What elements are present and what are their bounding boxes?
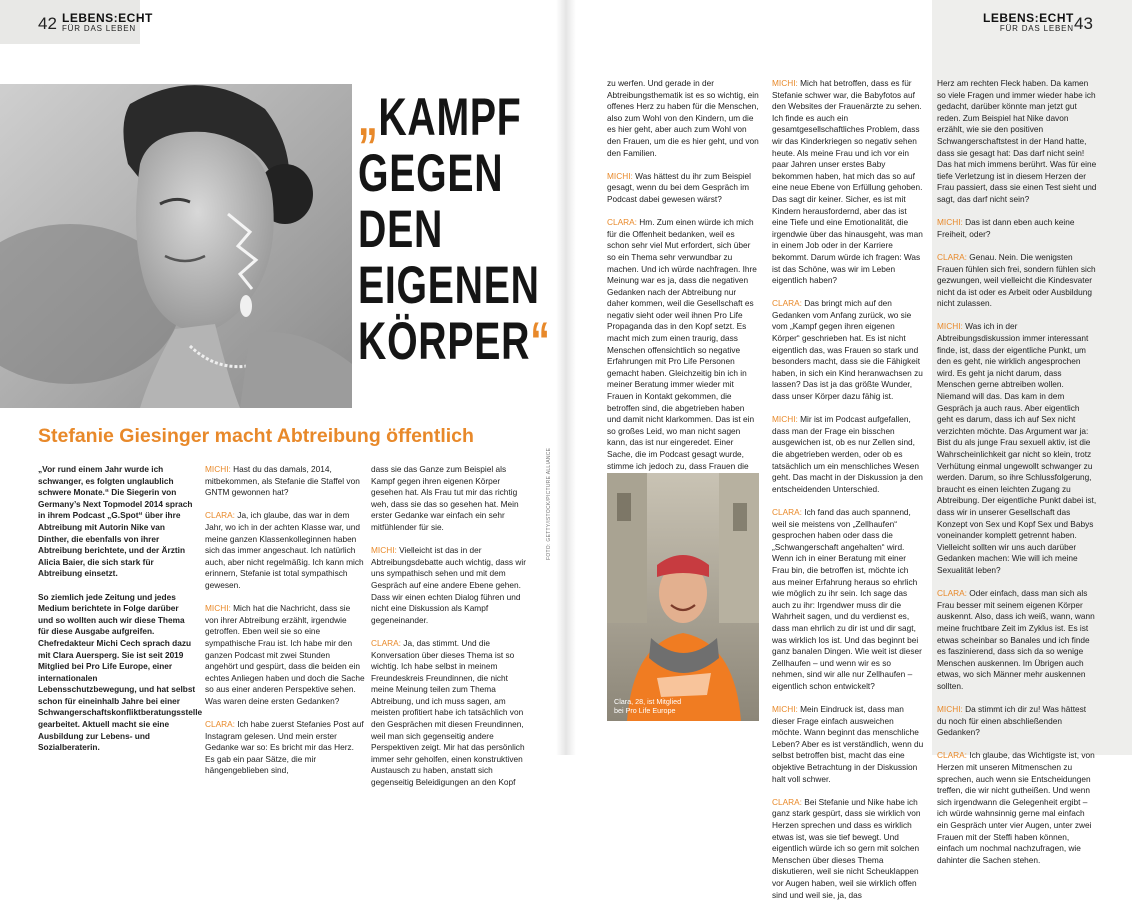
paragraph-text: Herz am rechten Fleck haben. Da kamen so viele Fragen und immer wieder habe ich gedacht, darüber könnte man jetzt gut reden. Zum Beispiel hat Nike davon erzählt, wie sie den positiven Schwangerschaftstest in der Hand hatte, dass sie gesagt hat: Das darf nicht sein! Das hat mich immens berührt. Was für eine tiefe Verletzung ist in diesem Herzen der Frau passiert, dass sie einen Test sieht und sagt, das darf nicht sein?	[937, 78, 1097, 204]
brand-tagline: FÜR DAS LEBEN	[999, 24, 1074, 33]
article-paragraph	[205, 603, 365, 707]
caption-line-1: Clara, 28, ist Mitglied	[614, 697, 682, 706]
paragraph-text: Vielleicht ist das in der Abtreibungsdebatte auch wichtig, dass wir uns sympathisch sehen und mit dem Gespräch auf eine andere Ebene gehen. Dass wir einen echten Dialog führen und nicht eine Diskussion als Kampf gegeneinander.	[371, 545, 526, 625]
quote-open: „	[358, 88, 379, 147]
speaker-label: CLARA:	[371, 637, 401, 648]
headline	[358, 90, 551, 370]
speaker-label: CLARA:	[937, 750, 967, 761]
article-paragraph	[205, 510, 365, 591]
article-paragraph	[205, 719, 365, 777]
paragraph-text: Ich glaube, das Wichtigste ist, von Herzen mit unseren Mitmenschen zu sprechen, auch wenn sie Entscheidungen treffen, die wir nicht gutheißen. Und wenn sich irgendwann die Gelegenheit ergibt – ich würde wahnsinnig gerne mal einfach ein Gespräch unter vier Augen, unter zwei Frauen mit der Steffi haben können, einfach um nochmal nachzufragen, wie dahinter die Sachen stehen.	[937, 750, 1095, 865]
headline-line-1: KAMPF	[378, 88, 522, 147]
speaker-label: MICHI:	[371, 545, 397, 556]
paragraph-text: Da stimmt ich dir zu! Was hättest du noch für einen abschließenden Gedanken?	[937, 704, 1087, 738]
paragraph-text: Oder einfach, dass man sich als Frau besser mit seinem eigenen Körper auskennt. Also, dass ich weiß, wann, wann meine fruchtbare Zeit im Zyklus ist. Es ist etwas scheinbar so Banales und ich finde es faszinierend, dass sich da so wenige Menschen auskennen. Im Übrigen auch etwas, wo sich Männer mehr auskennen sollten.	[937, 588, 1095, 691]
paragraph-text: zu werfen. Und gerade in der Abtreibungsthematik ist es so wichtig, ein offenes Herz zu haben für die Menschen, also zum Wohl von den Kindern, um die es hier geht, aber auch zum Wohl von den Frauen, um die es hier geht, und von den Familien.	[607, 78, 759, 158]
paragraph-text: Was ich in der Abtreibungsdiskussion immer interessant finde, ist, dass der eigentliche Punkt, um den es geht, nie wirklich angesprochen wird. Es geht ja nicht darum, dass Menschen gerne abtreiben wollen. Niemand will das. Das kam in dem Gespräch ja auch raus. Aber eigentlich geht es darum, dass ich auf Sex nicht verzichten möchte. Das Argument war ja: Bist du als junge Frau sexuell aktiv, ist die Wahrscheinlichkeit gar nicht so klein, trotz Verhütung einmal ungewollt schwanger zu werden. Darum, so ihre Schlussfolgerung, braucht es einen leichten Zugang zu Abtreibung. Der eigentliche Punkt dabei ist, dass wir in unserer Gesellschaft das Konzept von Sex und Kopf Sex und Babys voneinander komplett getrennt haben. Vielleicht sollten wir uns auch darüber Gedanken machen: Wie will ich meine Sexualität leben?	[937, 321, 1097, 575]
brand-logo-right	[983, 12, 1074, 33]
paragraph-text: Das bringt mich auf den Gedanken vom Anfang zurück, wo sie vom „Kampf gegen ihren eigenen Körper“ geschrieben hat. Es ist nicht eigentlich das, was Frauen so stark und besonders macht, dass sie die Fähigkeit haben, in sich ein Kind heranwachsen zu lassen? Das ist ja das größte Wunder, dass unser Körper dazu fähig ist.	[772, 298, 923, 402]
article-paragraph	[772, 298, 924, 402]
article-column-1	[205, 464, 365, 789]
paragraph-text: Was hättest du ihr zum Beispiel gesagt, wenn du bei dem Gespräch im Podcast dabei gewesen wärst?	[607, 170, 752, 204]
article-paragraph	[772, 78, 924, 287]
article-column-2	[371, 464, 531, 800]
paragraph-text: Das ist dann eben auch keine Freiheit, oder?	[937, 217, 1075, 239]
page-number-right: 43	[1074, 14, 1093, 33]
speaker-label: MICHI:	[772, 704, 798, 715]
article-paragraph	[937, 588, 1097, 692]
brand-tagline: FÜR DAS LEBEN	[62, 24, 136, 33]
speaker-label: CLARA:	[937, 588, 967, 599]
speaker-label: MICHI:	[772, 78, 798, 88]
article-paragraph	[937, 321, 1097, 576]
speaker-label: CLARA:	[205, 510, 235, 521]
speaker-label: CLARA:	[607, 217, 637, 228]
paragraph-text: Hm. Zum einen würde ich mich für die Offenheit bedanken, weil es schon sehr viel Mut erfordert, sich über so ein Thema sehr verwundbar zu machen. Und ich würde nachfragen. Ihre Meinung war es ja, dass die negativen Gedanken nach der Abtreibung nur daher kommen, weil die Gesellschaft es negativ sieht oder weil ihnen Pro Life Propaganda das in den Kopf setzt. Es macht mich zum einen traurig, dass Menschen offensichtlich so negative Erfahrungen mit Pro Life Personen gemacht haben. Gleichzeitig bin ich in meiner Beratung immer wieder mit Frauen in Kontakt gekommen, die betroffen sind, die abgetrieben haben und damit nicht klarkommen. Das ist ein so großes Leid, wo man nicht sagen kann, das ist nur eingeredet. Einer Sache, die im Podcast gesagt wurde, stimme ich jedoch zu, dass Frauen die	[607, 217, 757, 471]
article-paragraph	[772, 507, 924, 693]
article-paragraph	[937, 217, 1097, 240]
paragraph-text: Bei Stefanie und Nike habe ich ganz stark gespürt, dass sie wirklich von Herzen sprechen und dass es wirklich etwas ist, was sie tief bewegt. Und eigentlich würde ich so gern mit solchen Menschen über dieses Thema diskutieren, weil sie nicht Scheuklappen vor Augen haben, weil sie wirklich offen sind und weil sie, ja, das	[772, 796, 921, 900]
article-paragraph	[937, 704, 1097, 739]
brand-name: LEBENS:ECHT	[983, 11, 1074, 25]
speaker-label: CLARA:	[772, 298, 802, 309]
paragraph-text: Mich hat die Nachricht, dass sie von ihrer Abtreibung erzählt, irgendwie getroffen. Eben weil sie so eine sympathische Frau ist. Ich habe mir den ganzen Podcast mit zwei Stunden angehört und gespürt, dass die beiden ein echtes Anliegen haben und doch die Sache so aus einer anderen Perspektive sehen. Was waren deine ersten Gedanken?	[205, 603, 365, 706]
brand-logo-left	[62, 12, 153, 33]
page-number-left: 42	[38, 14, 57, 33]
speaker-label: CLARA:	[937, 251, 967, 262]
paragraph-text: Mir ist im Podcast aufgefallen, dass man der Frage ein bisschen ausgewichen ist, ob es nur Zellen sind, die abgetrieben werden, oder ob es tatsächlich um ein menschliches Wesen geht. Das macht in der Diskussion ja den entscheidenden Unterschied.	[772, 414, 923, 494]
speaker-label: MICHI:	[607, 170, 633, 181]
clara-image	[607, 473, 759, 721]
article-paragraph	[937, 252, 1097, 310]
article-paragraph	[607, 78, 759, 159]
article-paragraph	[371, 464, 531, 534]
headline-line-4: EIGENEN	[358, 256, 540, 315]
subheadline: Stefanie Giesinger macht Abtreibung öffentlich	[38, 425, 474, 447]
article-paragraph	[772, 704, 924, 785]
paragraph-text: Ich fand das auch spannend, weil sie meistens von „Zellhaufen“ gesprochen haben oder dass die „Schwangerschaft angehalten“ wird. Wenn ich in einer Beratung mit einer Frau bin, die betroffen ist, möchte ich aus meiner Erfahrung heraus so ehrlich wie möglich zu ihr sein. Ich sage das auch zu ihr: Irgendwer muss dir die Wahrheit sagen, und du verdienst es, dass man ehrlich zu dir ist und dir sagt, was wirklich los ist. Und das beginnt bei ganz banalen Dingen. Wie weit ist dieser Zellhaufen – und wenn wir es so nehmen, sind wir alle nur Zellhaufen – eigentlich schon entwickelt?	[772, 506, 922, 691]
quote-close: “	[530, 312, 551, 371]
article-paragraph	[371, 638, 531, 789]
speaker-label: MICHI:	[937, 217, 963, 228]
paragraph-text: Genau. Nein. Die wenigsten Frauen fühlen sich frei, sondern fühlen sich gezwungen, weil vielleicht die Kindesvater nicht da ist oder es Arbeit oder Ausbildung nicht zulassen.	[937, 251, 1096, 309]
intro-column	[38, 464, 203, 765]
headline-line-3: DEN	[358, 200, 444, 259]
paragraph-text: Mein Eindruck ist, dass man dieser Frage einfach ausweichen möchte. Wann beginnt das menschliche Leben? Aber es ist verständlich, wenn du selbst betroffen bist, macht das eine objektive Betrachtung in der Diskussion halt voll schwer.	[772, 704, 924, 784]
article-paragraph	[607, 171, 759, 206]
brand-name: LEBENS:ECHT	[62, 11, 153, 25]
article-paragraph	[772, 414, 924, 495]
speaker-label: MICHI:	[205, 464, 231, 474]
photo-caption	[614, 697, 681, 715]
article-paragraph	[772, 797, 924, 901]
paragraph-text: Ja, das stimmt. Und die Konversation über dieses Thema ist so wichtig. Ich habe selbst in meinem Freundeskreis Freundinnen, die nicht meine Meinung teilen zum Thema Abtreibung, und ich muss sagen, am meisten profitiert habe ich tatsächlich von den Gesprächen mit diesen Freundinnen, weil man sich gegenseitig andere Perspektiven zeigt. Mir hat das persönlich immer sehr geholfen, einen konstruktiven Austausch zu haben, anstatt sich gegenseitig Beleidigungen an den Kopf	[371, 637, 525, 788]
intro-paragraph-2: So ziemlich jede Zeitung und jedes Medium berichtete in Folge darüber und so wollten auch wir diese Thema für diese Ausgabe aufgreifen. Chefredakteur Michi Cech sprach dazu mit Clara Auersperg. Sie ist seit 2019 Mitglied bei Pro Life Europe, einer internationalen Lebensschutzbewegung, und hat selbst schon für eineinhalb Jahre bei einer Schwangerschaftskonfliktberatungsstelle gearbeitet. Aktuell macht sie eine Ausbildung zur Lebens- und Sozialberaterin.	[38, 591, 203, 753]
headline-line-2: GEGEN	[358, 144, 504, 203]
speaker-label: MICHI:	[937, 321, 963, 332]
left-page	[0, 0, 566, 788]
speaker-label: CLARA:	[772, 796, 802, 807]
portrait-image	[0, 84, 352, 408]
paragraph-text: Mich hat betroffen, dass es für Stefanie schwer war, die Babyfotos auf den Websites der Frauenärzte zu sehen. Ich finde es auch ein gesamtgesellschaftliches Problem, dass wir das Kinderkriegen so negativ sehen heute. Als meine Frau und ich vor ein paar Jahren unser erstes Baby bekommen haben, hat mich das so auf eine neue Ebene von Erfüllung gehoben. Das sagt dir keiner. Sicher, es ist mit Kindern herausfordernd, aber das ist eine Tiefe und eine Emotionalität, die irgendwie über das hinausgeht, was man in einem Job oder in der Karriere bekommt. Darum würde ich fragen: Was ist das Schöne, was wir im Leben eigentlich haben?	[772, 78, 923, 286]
speaker-label: CLARA:	[772, 506, 802, 517]
speaker-label: CLARA:	[205, 719, 235, 730]
article-column-4	[772, 78, 924, 913]
article-paragraph	[937, 750, 1097, 866]
caption-line-2: bei Pro Life Europe	[614, 706, 676, 715]
intro-paragraph-1: „Vor rund einem Jahr wurde ich schwanger, es folgten unglaublich schwere Monate.“ Die Siegerin von Germany’s Next Topmodel 2014 sprach in ihrem Podcast „G.Spot“ über ihre Abtreibung mit Autorin Nike van Dinther, die ebenfalls von ihrer Abtreibung berichtete, und der Ärztin Alicia Baier, die sich stark für Abtreibung einsetzt.	[38, 464, 193, 579]
portrait-photo	[0, 84, 352, 408]
paragraph-text: Hast du das damals, 2014, mitbekommen, als Stefanie die Staffel von GNTM gewonnen hat?	[205, 464, 360, 498]
speaker-label: MICHI:	[772, 414, 798, 425]
paragraph-text: Ich habe zuerst Stefanies Post auf Instagram gelesen. Und mein erster Gedanke war so: Es bricht mir das Herz. Es gab ein paar Sätze, die mir hängengeblieben sind,	[205, 719, 364, 776]
article-paragraph	[205, 464, 365, 499]
paragraph-text: Ja, ich glaube, das war in dem Jahr, wo ich in der achten Klasse war, und meine ganzen Klassenkolleginnen haben sich das immer angeschaut. Ich natürlich auch, aber nicht regelmäßig. Ich kann mich erinnern, Stefanie ist total sympathisch gewesen.	[205, 510, 364, 590]
paragraph-text: dass sie das Ganze zum Beispiel als Kampf gegen ihren eigenen Körper gesehen hat. Als Frau tut mir das richtig weh, dass sie das so gesehen hat. Mein erster Gedanke war einfach ein sehr mitfühlender für sie.	[371, 464, 519, 532]
article-paragraph	[937, 78, 1097, 206]
clara-photo	[607, 473, 759, 721]
headline-line-5: KÖRPER	[358, 312, 531, 371]
photo-credit: FOTO: GETTY/ISTOCK/PICTURE ALLIANCE	[546, 447, 552, 560]
speaker-label: MICHI:	[937, 704, 963, 715]
article-paragraph	[371, 545, 531, 626]
article-column-5	[937, 78, 1097, 878]
speaker-label: MICHI:	[205, 603, 231, 614]
